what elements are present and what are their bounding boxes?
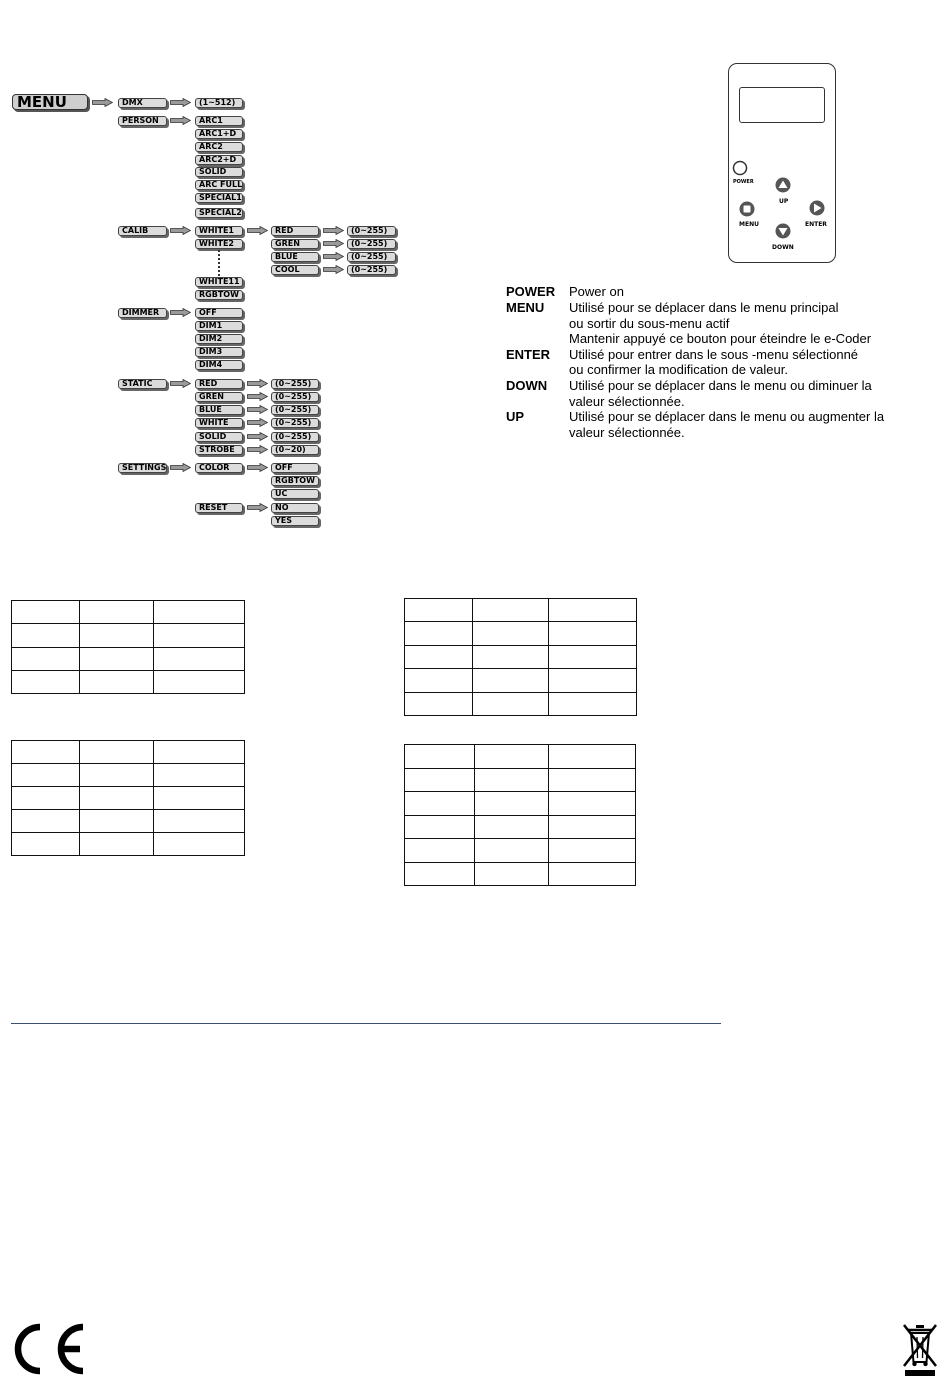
menu-item-calib: CALIB	[118, 226, 167, 236]
desc-line: Mantenir appuyé ce bouton pour éteindre le e-Coder	[569, 331, 872, 346]
calib-channel: GREN	[271, 239, 319, 249]
calib-range: (0~255)	[347, 265, 396, 275]
static-item: RED	[195, 379, 243, 389]
calib-range: (0~255)	[347, 239, 396, 249]
arrow-icon	[247, 432, 268, 441]
calib-channel: BLUE	[271, 252, 319, 262]
static-item: SOLID	[195, 432, 243, 442]
arrow-icon	[247, 503, 268, 512]
reset-option: NO	[271, 503, 319, 513]
arrow-icon	[247, 463, 268, 472]
static-range: (0~255)	[271, 418, 319, 428]
menu-item-dmx: DMX	[118, 98, 167, 108]
menu-item-settings: SETTINGS	[118, 463, 167, 473]
horizontal-rule	[11, 1023, 721, 1024]
desc-line: Utilisé pour se déplacer dans le menu ou augmenter la	[569, 409, 885, 424]
ellipsis-dots	[218, 250, 220, 276]
calib-channel: RED	[271, 226, 319, 236]
person-option: SPECIAL1	[195, 193, 243, 203]
arrow-icon	[247, 405, 268, 414]
dimmer-option: DIM2	[195, 334, 243, 344]
arrow-icon	[247, 445, 268, 454]
static-range: (0~255)	[271, 432, 319, 442]
down-button-icon	[775, 223, 791, 239]
arrow-icon	[170, 463, 191, 472]
arrow-icon	[247, 379, 268, 388]
desc-key: DOWN	[506, 378, 548, 393]
power-button-icon	[732, 160, 748, 176]
static-item: BLUE	[195, 405, 243, 415]
power-label: POWER	[733, 179, 754, 185]
reset-option: YES	[271, 516, 319, 526]
desc-line: ou sortir du sous-menu actif	[569, 316, 730, 331]
arrow-icon	[247, 418, 268, 427]
desc-line: ou confirmer la modification de valeur.	[569, 362, 788, 377]
color-option: OFF	[271, 463, 319, 473]
desc-line: Utilisé pour entrer dans le sous -menu sélectionné	[569, 347, 859, 362]
ce-mark-icon	[10, 1323, 86, 1375]
calib-white: WHITE2	[195, 239, 243, 249]
remote-display	[739, 87, 825, 123]
down-label: DOWN	[772, 244, 794, 251]
arrow-icon	[170, 308, 191, 317]
color-option: UC	[271, 489, 319, 499]
dimmer-option: DIM1	[195, 321, 243, 331]
static-range: (0~255)	[271, 379, 319, 389]
menu-item-person: PERSON	[118, 116, 167, 126]
empty-table	[11, 600, 245, 694]
person-option: SOLID	[195, 167, 243, 177]
static-item: WHITE	[195, 418, 243, 428]
person-option: ARC2	[195, 142, 243, 152]
desc-line: valeur sélectionnée.	[569, 425, 685, 440]
person-option: ARC1	[195, 116, 243, 126]
calib-white: RGBTOW	[195, 290, 243, 300]
menu-item-static: STATIC	[118, 379, 167, 389]
weee-crossed-bin-icon	[901, 1322, 939, 1377]
menu-root: MENU	[12, 94, 88, 110]
static-item: STROBE	[195, 445, 243, 455]
desc-line: Utilisé pour se déplacer dans le menu ou diminuer la	[569, 378, 872, 393]
arrow-icon	[170, 116, 191, 125]
arrow-icon	[323, 239, 344, 248]
settings-color: COLOR	[195, 463, 243, 473]
arrow-icon	[92, 98, 113, 107]
person-option: ARC FULL	[195, 180, 243, 190]
arrow-icon	[170, 379, 191, 388]
calib-white: WHITE11	[195, 277, 243, 287]
desc-key: UP	[506, 409, 525, 424]
empty-table	[404, 598, 637, 716]
color-option: RGBTOW	[271, 476, 319, 486]
person-option: SPECIAL2	[195, 208, 243, 218]
menu-item-dimmer: DIMMER	[118, 308, 167, 318]
dimmer-option: OFF	[195, 308, 243, 318]
enter-button-icon	[809, 200, 825, 216]
calib-range: (0~255)	[347, 252, 396, 262]
dimmer-option: DIM3	[195, 347, 243, 357]
person-option: ARC2+D	[195, 155, 243, 165]
dmx-range: (1~512)	[195, 98, 243, 108]
desc-key: POWER	[506, 284, 556, 299]
enter-label: ENTER	[805, 221, 827, 228]
static-range: (0~255)	[271, 405, 319, 415]
arrow-icon	[247, 392, 268, 401]
desc-line: valeur sélectionnée.	[569, 394, 685, 409]
static-item: GREN	[195, 392, 243, 402]
menu-label: MENU	[739, 221, 759, 228]
remote-controller	[728, 63, 836, 263]
calib-white: WHITE1	[195, 226, 243, 236]
arrow-icon	[247, 226, 268, 235]
arrow-icon	[170, 226, 191, 235]
arrow-icon	[323, 265, 344, 274]
arrow-icon	[323, 226, 344, 235]
dimmer-option: DIM4	[195, 360, 243, 370]
up-button-icon	[775, 177, 791, 193]
arrow-icon	[323, 252, 344, 261]
empty-table	[404, 744, 636, 886]
desc-key: MENU	[506, 300, 545, 315]
up-label: UP	[779, 198, 789, 205]
empty-table	[11, 740, 245, 856]
settings-reset: RESET	[195, 503, 243, 513]
menu-button-icon	[739, 201, 755, 217]
desc-line: Utilisé pour se déplacer dans le menu principal	[569, 300, 839, 315]
calib-channel: COOL	[271, 265, 319, 275]
arrow-icon	[170, 98, 191, 107]
static-range: (0~255)	[271, 392, 319, 402]
person-option: ARC1+D	[195, 129, 243, 139]
desc-line: Power on	[569, 284, 624, 299]
static-range: (0~20)	[271, 445, 319, 455]
calib-range: (0~255)	[347, 226, 396, 236]
desc-key: ENTER	[506, 347, 551, 362]
